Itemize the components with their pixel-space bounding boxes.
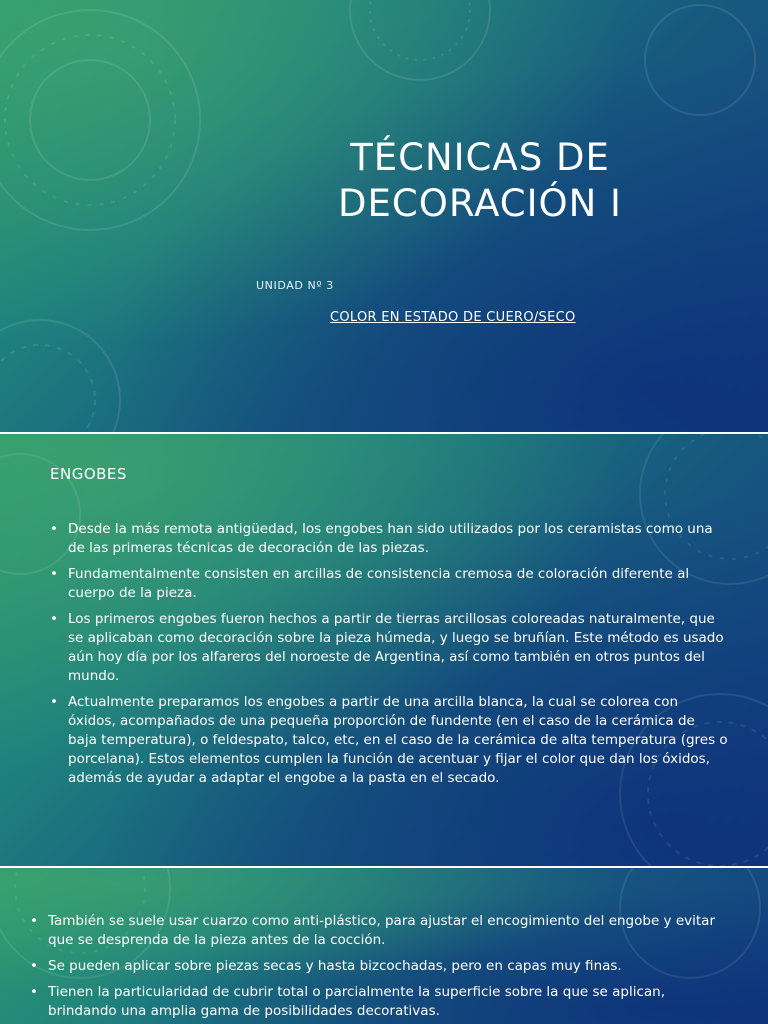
bullet-list — [48, 520, 728, 795]
list-item: • También se suele usar cuarzo como anti-plástico, para ajustar el encogimiento del engobe y evitar que se desprenda de la pieza antes de la cocción. — [28, 912, 728, 950]
slide-subtitle: COLOR EN ESTADO DE CUERO/SECO — [330, 310, 576, 325]
list-item: • Desde la más remota antigüedad, los engobes han sido utilizados por los ceramistas como una de las primeras técnicas de decoración de las piezas. — [48, 520, 728, 558]
slide-title — [290, 135, 670, 227]
list-item: • Actualmente preparamos los engobes a partir de una arcilla blanca, la cual se colorea con óxidos, acompañados de una pequeña proporción de fundente (en el caso de la cerámica de baja temperatura), o feldespato, talco, etc, en el caso de la cerámica de alta temperatura (gres o porcelana). Estos elementos cumplen la función de acentuar y fijar el color que dan los óxidos, además de ayudar a adaptar el engobe a la pasta en el secado. — [48, 693, 728, 788]
list-item: • Fundamentalmente consisten en arcillas de consistencia cremosa de coloración diferente al cuerpo de la pieza. — [48, 565, 728, 603]
bullet-list — [28, 912, 728, 1024]
continuation-slide — [0, 868, 768, 1024]
title-line-1: TÉCNICAS DE — [350, 136, 610, 179]
section-heading: ENGOBES — [50, 465, 127, 483]
list-item: • Los primeros engobes fueron hechos a partir de tierras arcillosas coloreadas naturalmente, que se aplicaban como decoración sobre la pieza húmeda, y luego se bruñían. Este método es usado aún hoy día por los alfareros del noroeste de Argentina, así como también en otros puntos del mundo. — [48, 610, 728, 686]
list-item: • Se pueden aplicar sobre piezas secas y hasta bizcochadas, pero en capas muy finas. — [28, 957, 728, 976]
engobes-slide — [0, 434, 768, 866]
list-item: • Tienen la particularidad de cubrir total o parcialmente la superficie sobre la que se aplican, brindando una amplia gama de posibilidades decorativas. — [28, 983, 728, 1021]
unit-label: UNIDAD Nº 3 — [256, 279, 334, 292]
title-slide — [0, 0, 768, 432]
title-line-2: DECORACIÓN I — [338, 182, 622, 225]
